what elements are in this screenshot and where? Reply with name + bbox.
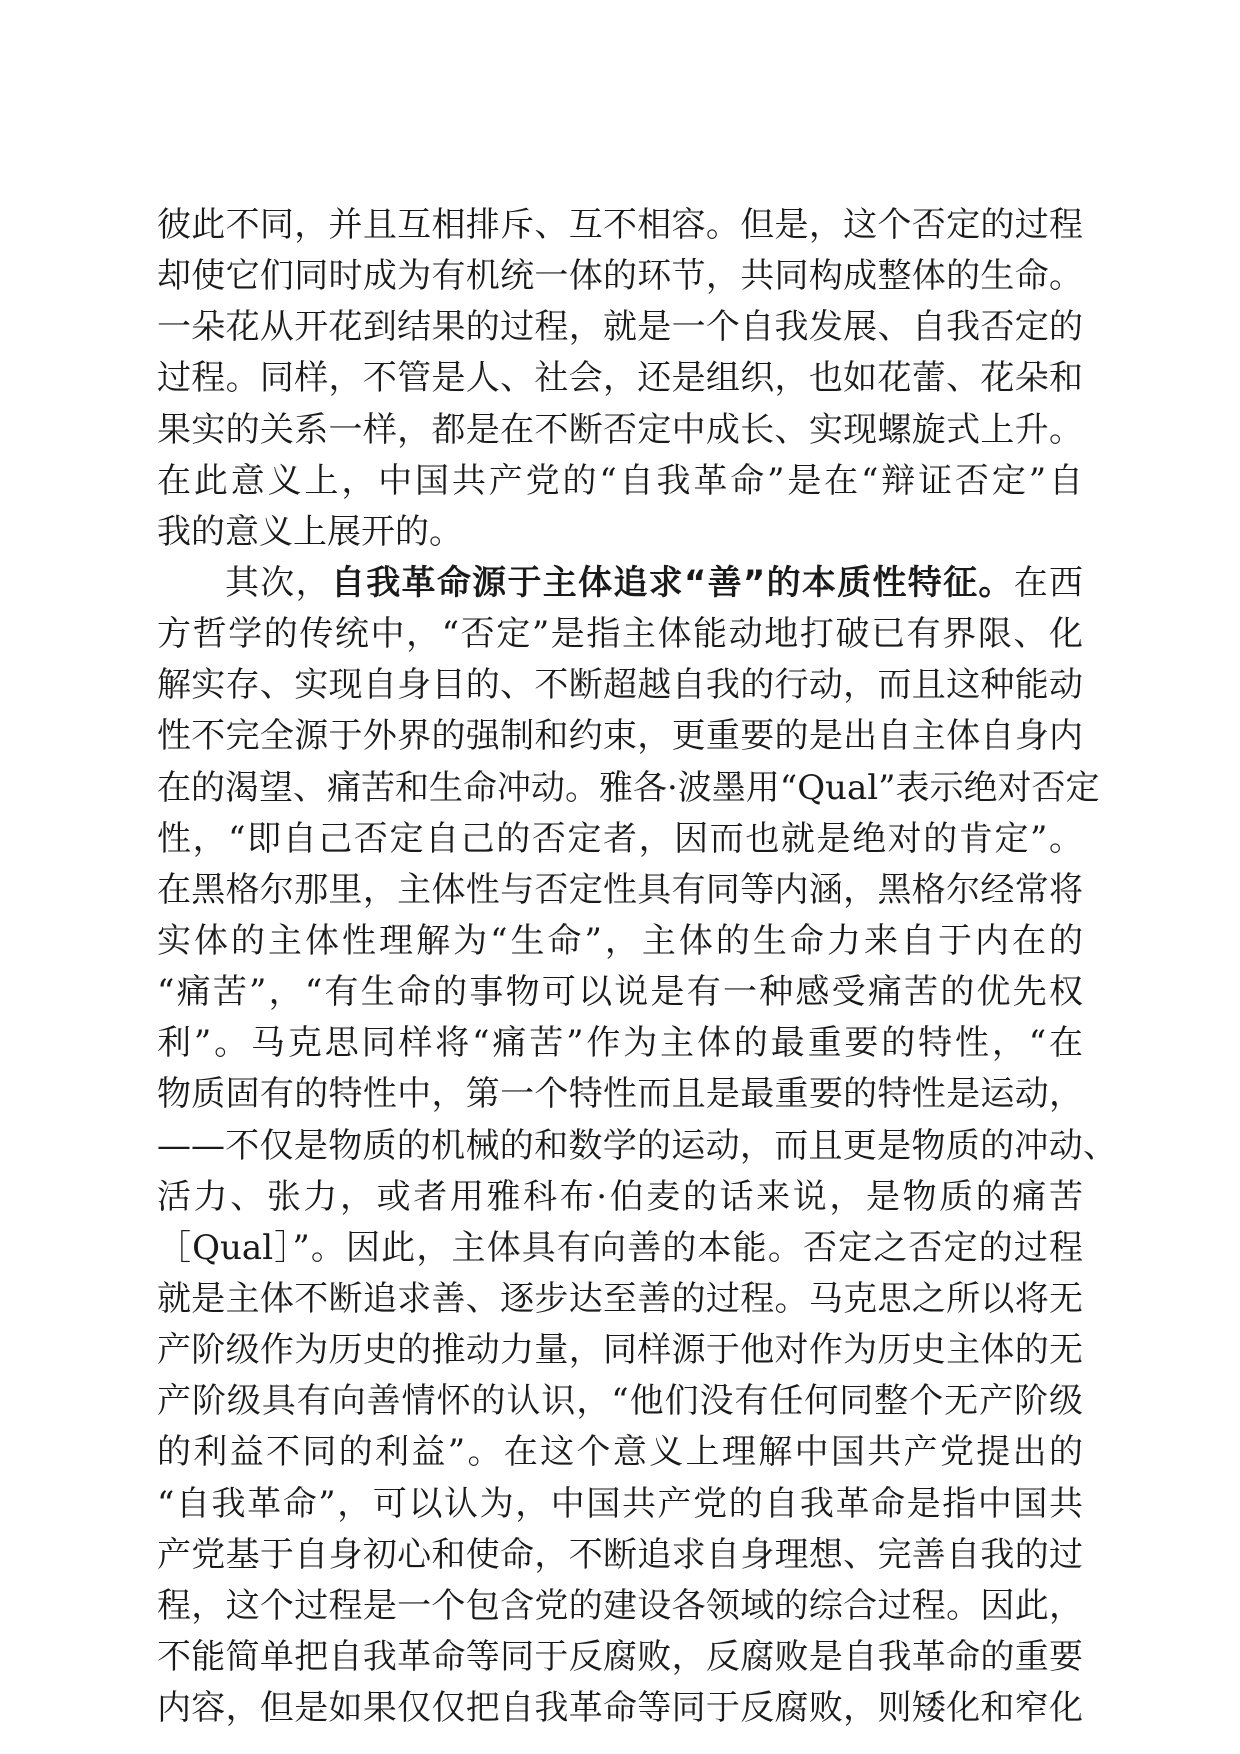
text-line: 在的渴望、痛苦和生命冲动。雅各·波墨用“Qual”表示绝对否定 bbox=[157, 767, 1100, 808]
text-line: 却使它们同时成为有机统一体的环节，共同构成整体的生命。 bbox=[157, 256, 1083, 297]
text-line: 不能简单把自我革命等同于反腐败，反腐败是自我革命的重要 bbox=[157, 1636, 1083, 1677]
text-line: 就是主体不断追求善、逐步达至善的过程。马克思之所以将无 bbox=[157, 1278, 1083, 1319]
text-line: 产阶级具有向善情怀的认识，“他们没有任何同整个无产阶级 bbox=[157, 1381, 1083, 1422]
paragraph-lead-tail: 在西 bbox=[1013, 562, 1084, 603]
text-line: 方哲学的传统中，“否定”是指主体能动地打破已有界限、化 bbox=[157, 614, 1083, 655]
text-line: 在此意义上，中国共产党的“自我革命”是在“辩证否定”自 bbox=[157, 460, 1083, 501]
text-line: 实体的主体性理解为“生命”，主体的生命力来自于内在的 bbox=[157, 920, 1083, 961]
text-line: 物质固有的特性中，第一个特性而且是最重要的特性是运动， bbox=[157, 1074, 1083, 1115]
text-line: 在黑格尔那里，主体性与否定性具有同等内涵，黑格尔经常将 bbox=[157, 869, 1083, 910]
text-line: 产党基于自身初心和使命，不断追求自身理想、完善自我的过 bbox=[157, 1534, 1083, 1575]
text-line: 过程。同样，不管是人、社会，还是组织，也如花蕾、花朵和 bbox=[157, 358, 1083, 399]
text-line: 我的意义上展开的。 bbox=[157, 511, 463, 552]
text-line: 解实存、实现自身目的、不断超越自我的行动，而且这种能动 bbox=[157, 665, 1083, 706]
text-line: 产阶级作为历史的推动力量，同样源于他对作为历史主体的无 bbox=[157, 1330, 1083, 1371]
text-line: “自我革命”，可以认为，中国共产党的自我革命是指中国共 bbox=[157, 1483, 1083, 1524]
text-line: “痛苦”，“有生命的事物可以说是有一种感受痛苦的优先权 bbox=[157, 972, 1083, 1013]
text-line: 利”。马克思同样将“痛苦”作为主体的最重要的特性，“在 bbox=[157, 1023, 1083, 1064]
bold-thesis-sentence: 自我革命源于主体追求“善”的本质性特征。 bbox=[330, 562, 1014, 603]
text-line: ——不仅是物质的机械的和数学的运动，而且更是物质的冲动、 bbox=[157, 1125, 1117, 1166]
text-line: 活力、张力，或者用雅科布·伯麦的话来说，是物质的痛苦 bbox=[157, 1176, 1083, 1217]
text-line: 性，“即自己否定自己的否定者，因而也就是绝对的肯定”。 bbox=[157, 818, 1083, 859]
text-line: ［Qual］”。因此，主体具有向善的本能。否定之否定的过程 bbox=[157, 1227, 1083, 1268]
paragraph-start-line bbox=[157, 558, 1083, 609]
text-line: 彼此不同，并且互相排斥、互不相容。但是，这个否定的过程 bbox=[157, 205, 1083, 245]
text-line: 的利益不同的利益”。在这个意义上理解中国共产党提出的 bbox=[157, 1432, 1083, 1473]
text-line: 一朵花从开花到结果的过程，就是一个自我发展、自我否定的 bbox=[157, 307, 1083, 348]
body-text bbox=[157, 200, 1117, 1734]
text-line: 程，这个过程是一个包含党的建设各领域的综合过程。因此， bbox=[157, 1585, 1083, 1626]
paragraph-lead-in: 其次， bbox=[225, 562, 331, 603]
text-line: 果实的关系一样，都是在不断否定中成长、实现螺旋式上升。 bbox=[157, 409, 1083, 450]
text-line: 内容，但是如果仅仅把自我革命等同于反腐败，则矮化和窄化 bbox=[157, 1688, 1083, 1729]
text-line: 性不完全源于外界的强制和约束，更重要的是出自主体自身内 bbox=[157, 716, 1083, 757]
